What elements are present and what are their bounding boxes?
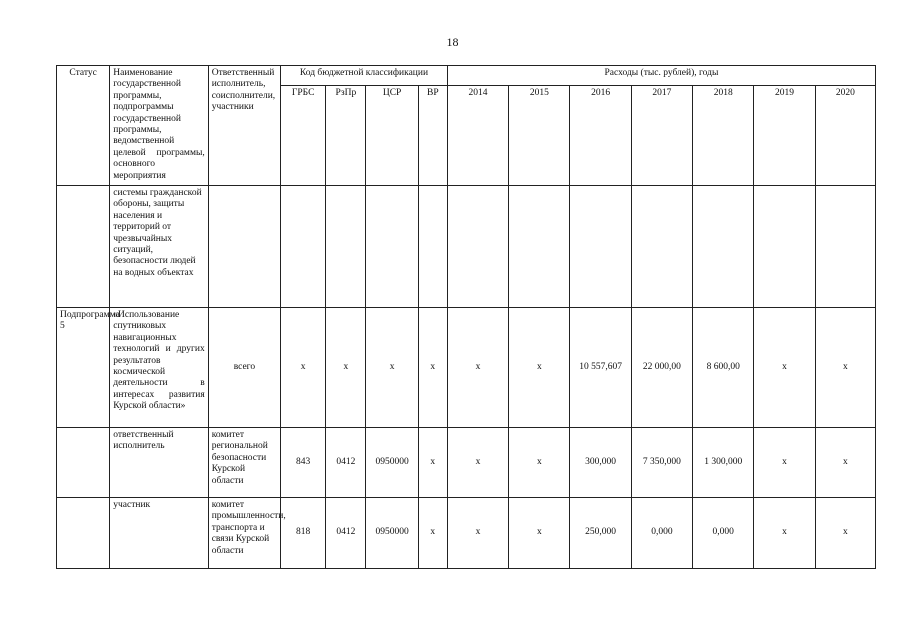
row-rzpr: [326, 186, 366, 308]
header-expenses: Расходы (тыс. рублей), годы: [447, 66, 875, 86]
row-vr: х: [418, 308, 447, 428]
row-responsible: всего: [208, 308, 280, 428]
row-responsible: [208, 186, 280, 308]
row-value: [754, 186, 815, 308]
row-vr: х: [418, 428, 447, 498]
row-value: х: [754, 498, 815, 569]
page-number: 18: [446, 35, 459, 49]
row-status: Подпрограмма 5: [57, 308, 110, 428]
header-name: Наименование государственной программы, подпрограммы государственной программы, ведомственной целевой программы, основного мероприятия: [110, 66, 208, 186]
row-value: [447, 186, 508, 308]
row-vr: х: [418, 498, 447, 569]
row-responsible: комитет промышленности, транспорта и связи Курской области: [208, 498, 280, 569]
row-value: 0,000: [693, 498, 754, 569]
row-value: [509, 186, 570, 308]
row-name: участник: [110, 498, 208, 569]
row-value: [631, 186, 692, 308]
header-rzpr: РзПр: [326, 86, 366, 186]
row-value: х: [815, 498, 875, 569]
header-year: 2014: [447, 86, 508, 186]
row-rzpr: 0412: [326, 428, 366, 498]
row-value: 7 350,000: [631, 428, 692, 498]
row-value: [815, 186, 875, 308]
table-row: [57, 428, 876, 498]
row-value: 22 000,00: [631, 308, 692, 428]
header-budget-code: Код бюджетной классификации: [281, 66, 448, 86]
budget-table: [56, 65, 876, 569]
header-grbs: ГРБС: [281, 86, 326, 186]
row-vr: [418, 186, 447, 308]
table-row: [57, 498, 876, 569]
row-status: [57, 498, 110, 569]
header-year: 2019: [754, 86, 815, 186]
row-value: х: [447, 308, 508, 428]
row-grbs: [281, 186, 326, 308]
table-row: [57, 186, 876, 308]
header-year: 2018: [693, 86, 754, 186]
row-value: х: [815, 428, 875, 498]
row-value: 1 300,000: [693, 428, 754, 498]
row-status: [57, 428, 110, 498]
row-name: системы гражданской обороны, защиты населения и территорий от чрезвычайных ситуаций, безопасности людей на водных объектах: [110, 186, 208, 308]
table-row: [57, 308, 876, 428]
header-vr: ВР: [418, 86, 447, 186]
row-value: [693, 186, 754, 308]
header-year: 2017: [631, 86, 692, 186]
row-grbs: 818: [281, 498, 326, 569]
row-name: «Использование спутниковых навигационных технологий и других результатов космической деятельности в интересах развития Курской области»: [110, 308, 208, 428]
header-year: 2015: [509, 86, 570, 186]
row-rzpr: х: [326, 308, 366, 428]
row-value: х: [509, 308, 570, 428]
header-status: Статус: [57, 66, 110, 186]
row-value: х: [509, 498, 570, 569]
row-status: [57, 186, 110, 308]
row-value: 10 557,607: [570, 308, 631, 428]
row-csr: х: [366, 308, 418, 428]
row-value: [570, 186, 631, 308]
row-value: 250,000: [570, 498, 631, 569]
row-csr: [366, 186, 418, 308]
row-value: 300,000: [570, 428, 631, 498]
row-grbs: 843: [281, 428, 326, 498]
header-csr: ЦСР: [366, 86, 418, 186]
row-value: х: [509, 428, 570, 498]
header-row-1: [57, 66, 876, 86]
row-grbs: х: [281, 308, 326, 428]
row-value: х: [754, 308, 815, 428]
row-value: 0,000: [631, 498, 692, 569]
header-year: 2016: [570, 86, 631, 186]
header-responsible: Ответственный исполнитель, соисполнители, участники: [208, 66, 280, 186]
row-rzpr: 0412: [326, 498, 366, 569]
row-value: х: [815, 308, 875, 428]
row-name: ответственный исполнитель: [110, 428, 208, 498]
row-responsible: комитет региональной безопасности Курской области: [208, 428, 280, 498]
row-csr: 0950000: [366, 428, 418, 498]
header-year: 2020: [815, 86, 875, 186]
row-value: х: [447, 428, 508, 498]
row-value: х: [447, 498, 508, 569]
row-value: 8 600,00: [693, 308, 754, 428]
row-value: х: [754, 428, 815, 498]
row-csr: 0950000: [366, 498, 418, 569]
